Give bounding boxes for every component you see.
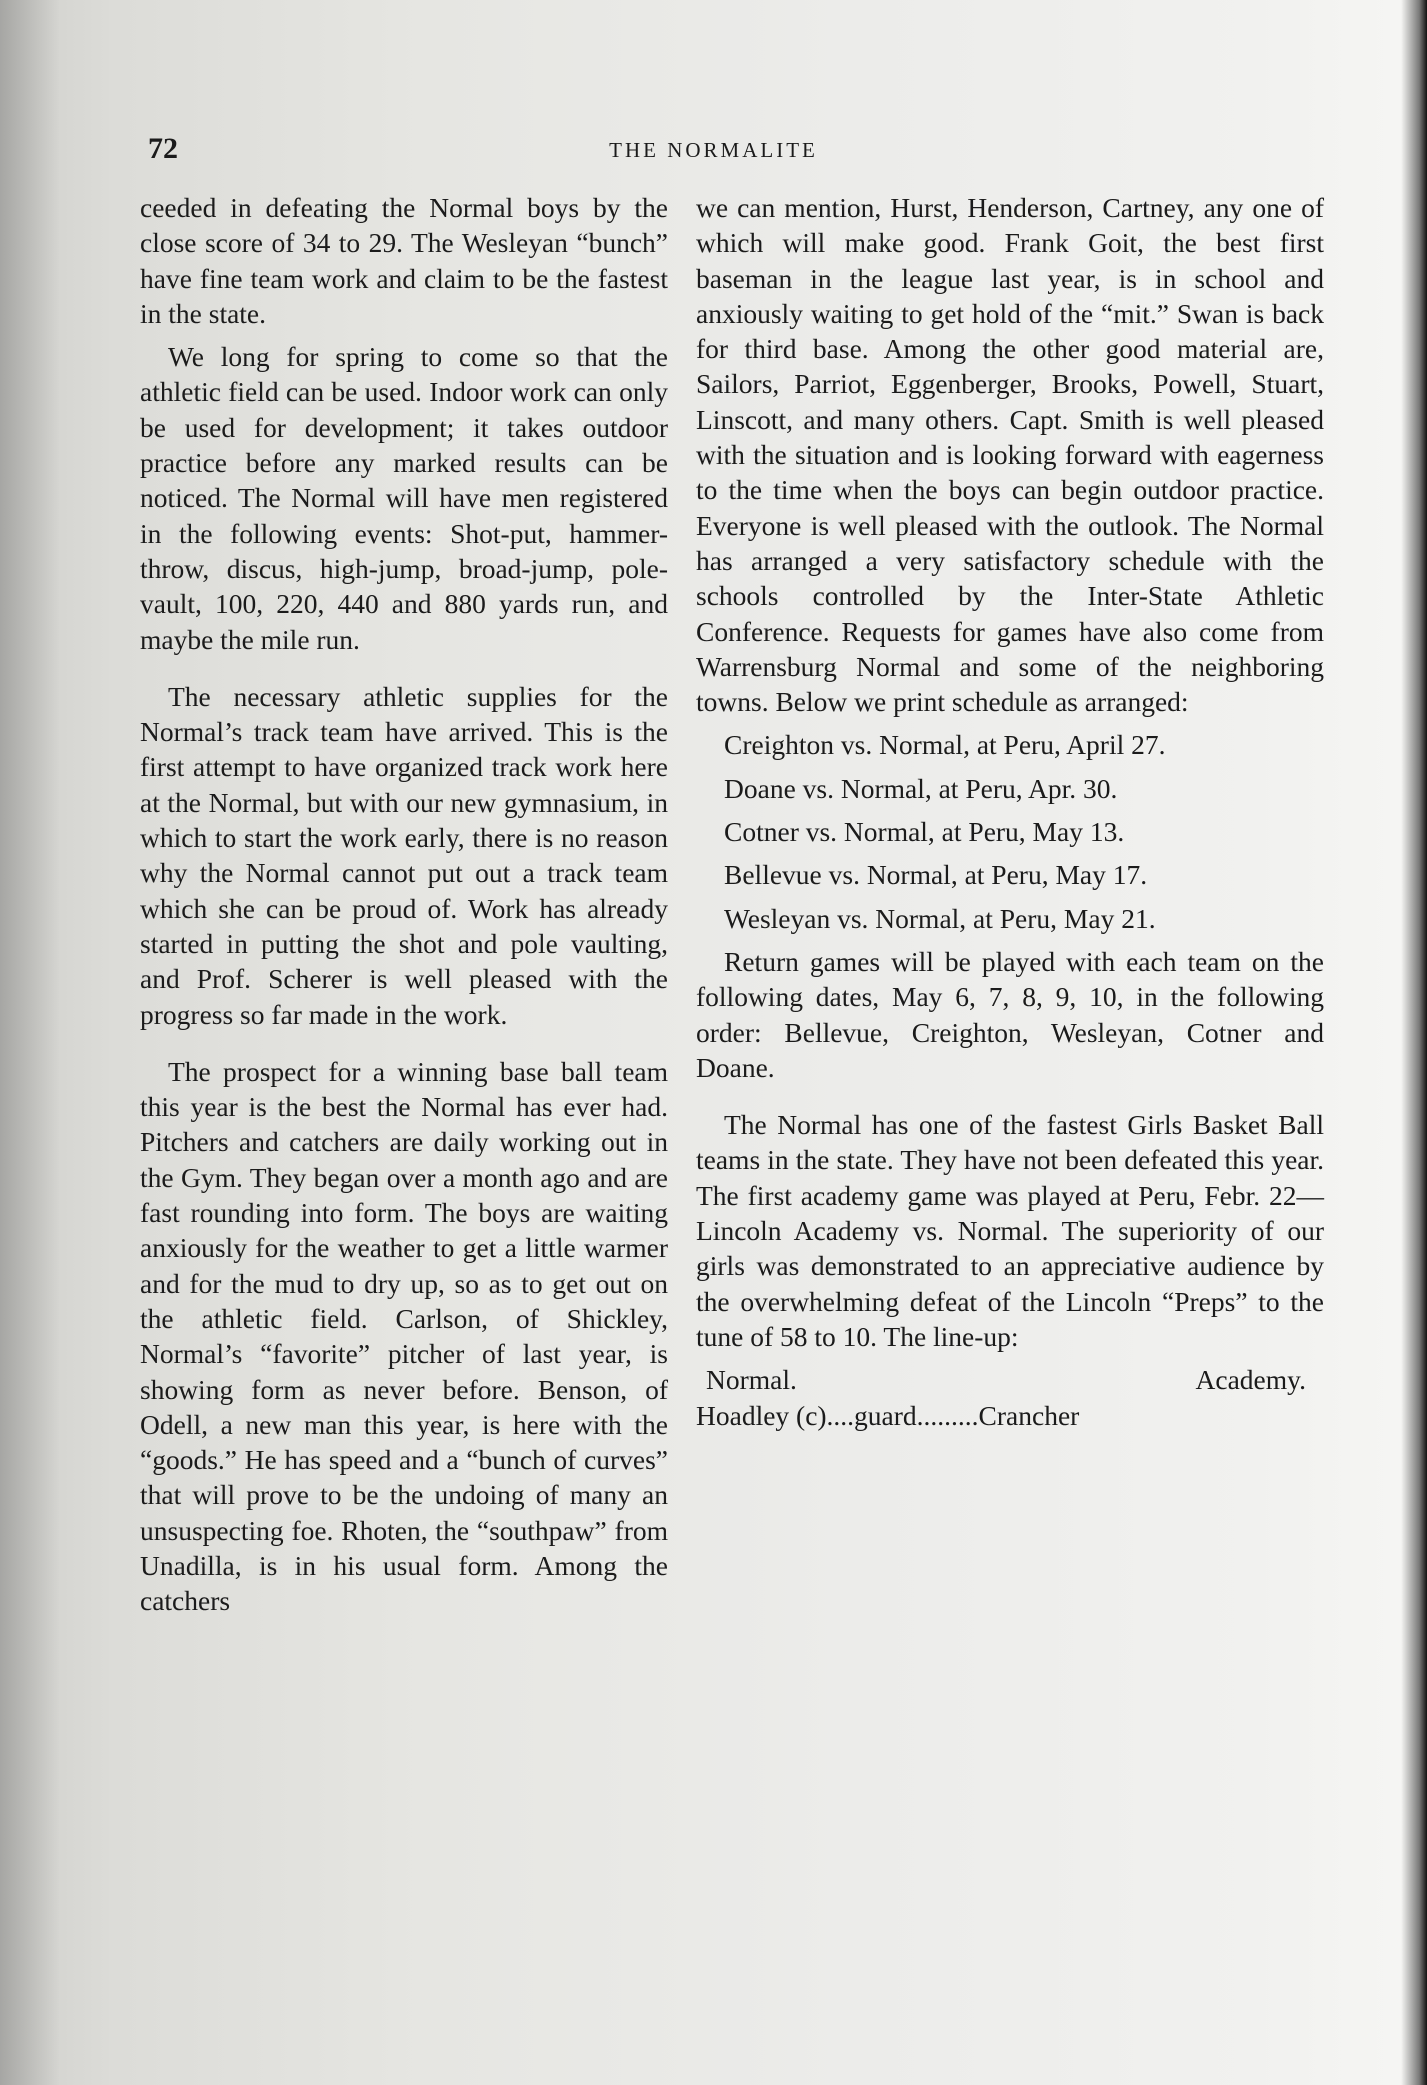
right-column (696, 190, 1324, 1433)
running-title: THE NORMALITE (609, 138, 818, 162)
schedule-item: Creighton vs. Normal, at Peru, April 27. (724, 729, 1166, 761)
paragraph-baseball-continued: we can mention, Hurst, Henderson, Cartney, any one of which will make good. Frank Goit, the best first baseman in the league last year, is in school and anxiously waiting to get hold of the “mit.” Swan is back for third base. Among the other good material are, Sailors, Parriot, Eggenberger, Brooks, Powell, Stuart, Linscott, and many others. Capt. Smith is well pleased with the situation and is looking forward with eagerness to the time when the boys can begin outdoor practice. Everyone is well pleased with the outlook. The Normal has arranged a very satisfactory schedule with the schools controlled by the Inter-State Athletic Conference. Requests for games have also come from Warrensburg Normal and some of the neighboring towns. Below we print schedule as arranged: (696, 192, 1324, 718)
paragraph-return-games: Return games will be played with each team on the following dates, May 6, 7, 8, 9, 10, in the following order: Bellevue, Creighton, Wesleyan, Cotner and Doane. (696, 945, 1324, 1083)
paragraph-wesleyan-game: ceeded in defeating the Normal boys by the close score of 34 to 29. The Wesleyan “bunch” have fine team work and claim to be the fastest in the state. (140, 192, 668, 329)
paragraph-baseball-prospect: The prospect for a winning base ball team this year is the best the Normal has ever had. Pitchers and catchers are daily working out in the Gym. They began over a month ago and are fast rounding into form. The boys are waiting anxiously for the weather to get a little warmer and for the mud to dry up, so as to get out on the athletic field. Carlson, of Shickley, Normal’s “favorite” pitcher of last year, is showing form as never before. Benson, of Odell, a new man this year, is here with the “goods.” He has speed and a “bunch of curves” that will prove to be the undoing of many an unsuspecting foe. Rhoten, the “southpaw” from Unadilla, is in his usual form. Among the catchers (140, 1055, 668, 1617)
page-left-shadow (0, 0, 60, 2085)
lineup-row: Hoadley (c)....guard.........Crancher (696, 1399, 1080, 1431)
paragraph-basketball: The Normal has one of the fastest Girls Basket Ball teams in the state. They have not been defeated this year. The first academy game was played at Peru, Febr. 22—Lincoln Academy vs. Normal. The superiority of our girls was demonstrated to an appreciative audience by the overwhelming defeat of the Lincoln “Preps” to the tune of 58 to 10. The line-up: (696, 1109, 1324, 1352)
page-number: 72 (148, 132, 178, 165)
left-column (140, 190, 668, 1627)
paragraph-spring-athletics: We long for spring to come so that the athletic field can be used. Indoor work can only be used for development; it takes outdoor practice before any marked results can be noticed. The Normal will have men registered in the following events: Shot-put, hammer-throw, discus, high-jump, broad-jump, pole-vault, 100, 220, 440 and 880 yards run, and maybe the mile run. (140, 341, 668, 655)
lineup-header (696, 1362, 1324, 1397)
schedule-item: Bellevue vs. Normal, at Peru, May 17. (724, 859, 1148, 891)
schedule-item: Doane vs. Normal, at Peru, Apr. 30. (724, 772, 1118, 804)
lineup-header-academy: Academy. (1195, 1364, 1306, 1396)
schedule-item: Wesleyan vs. Normal, at Peru, May 21. (724, 902, 1156, 934)
page-binding-edge (1401, 0, 1427, 2085)
paragraph-track-supplies: The necessary athletic supplies for the Normal’s track team have arrived. This is the first attempt to have organized track work here at the Normal, but with our new gymnasium, in which to start the work early, there is no reason why the Normal cannot put out a track team which she can be proud of. Work has already started in putting the shot and pole vaulting, and Prof. Scherer is well pleased with the progress so far made in the work. (140, 680, 668, 1030)
schedule-item: Cotner vs. Normal, at Peru, May 13. (724, 816, 1125, 848)
lineup-header-normal: Normal. (706, 1364, 797, 1396)
